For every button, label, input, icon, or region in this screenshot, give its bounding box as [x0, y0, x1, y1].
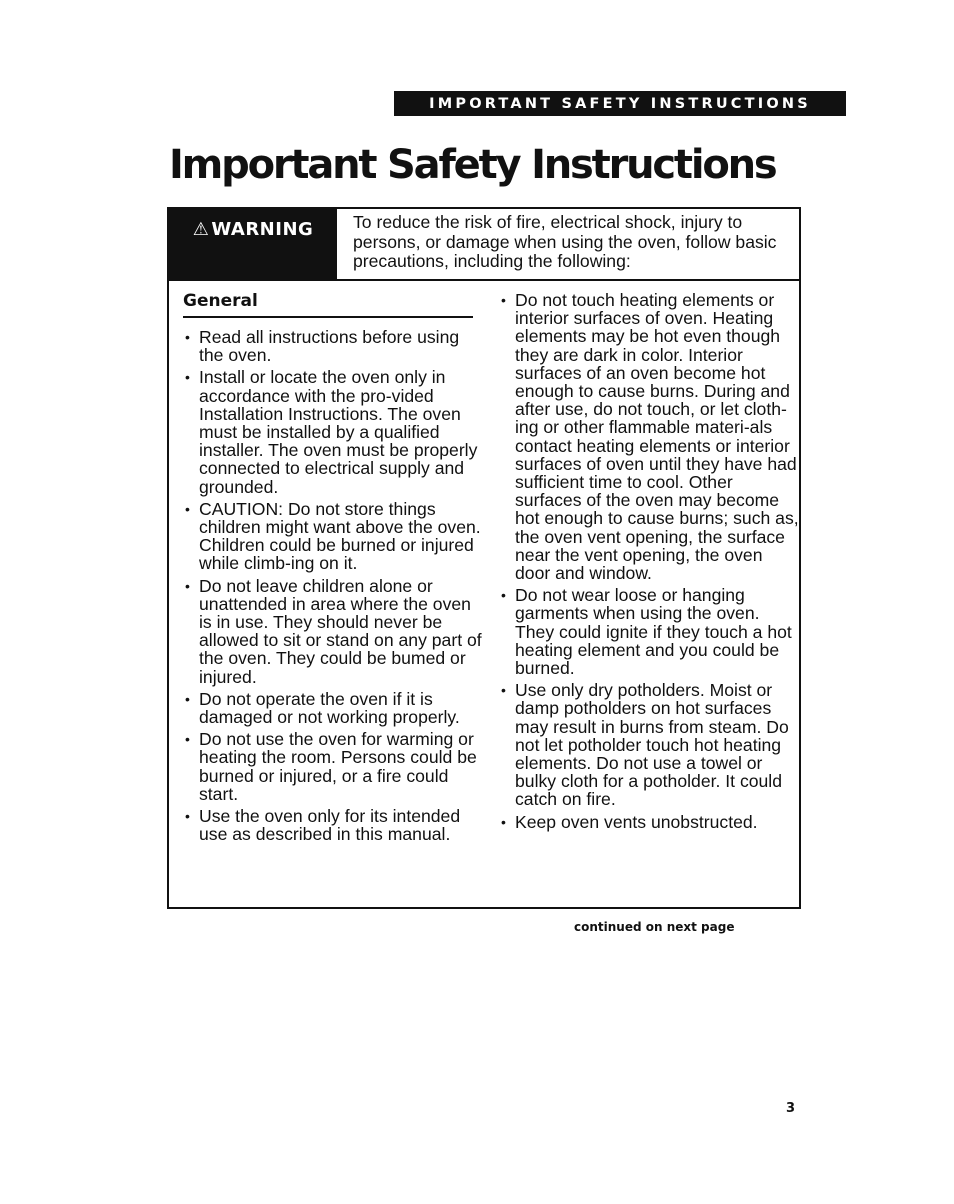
- list-item: [183, 500, 483, 573]
- list-item: [183, 690, 483, 726]
- bullet-icon: •: [501, 587, 506, 604]
- warning-text: To reduce the risk of fire, electrical shock, injury to persons, or damage when using the oven, follow basic precautions, including the following:: [353, 212, 777, 271]
- bullet-icon: •: [185, 577, 190, 594]
- continued-note: continued on next page: [574, 920, 735, 934]
- list-item: [499, 586, 799, 677]
- warning-label-text: WARNING: [211, 219, 314, 240]
- list-item: [183, 328, 483, 364]
- list-item-text: Do not operate the oven if it is damaged or not working properly.: [199, 688, 460, 728]
- list-item: [183, 730, 483, 803]
- list-item-text: Use the oven only for its intended use as described in this manual.: [199, 806, 461, 845]
- list-item-text: Do not wear loose or hanging garments when using the oven. They could ignite if they touch a hot heating element and you could be burned.: [515, 585, 792, 679]
- list-item-text: Install or locate the oven only in accordance with the pro-vided Installation Instructions. The oven must be installed by a qualified installer. The oven must be properly connected to electrical supply and grounded.: [199, 367, 478, 497]
- list-item-text: Do not leave children alone or unattended in area where the oven is in use. They should never be allowed to sit or stand on any part of the oven. They could be bumed or injured.: [199, 575, 482, 687]
- general-list: [183, 328, 483, 843]
- list-item-text: Read all instructions before using the oven.: [199, 327, 460, 366]
- bullet-icon: •: [501, 682, 506, 699]
- general-column: [183, 291, 483, 847]
- bullet-icon: •: [185, 329, 190, 345]
- list-item-text: Use only dry potholders. Moist or damp potholders on hot surfaces may result in burns from steam. Do not let potholder touch hot heating elements. Do not use a towel or bulky cloth for a potholder. It could catch on fire.: [515, 680, 789, 810]
- section-heading-general: General: [183, 291, 473, 318]
- warning-label: [169, 209, 337, 281]
- running-header: [394, 91, 846, 116]
- list-item-text: Keep oven vents unobstructed.: [515, 811, 758, 832]
- bullet-icon: •: [185, 731, 190, 748]
- list-item: [183, 368, 483, 495]
- bullet-icon: •: [501, 292, 506, 308]
- list-item-text: CAUTION: Do not store things children might want above the oven. Children could be burned or injured while climb-ing on it.: [199, 498, 481, 574]
- bullet-icon: •: [185, 808, 190, 825]
- bullet-icon: •: [185, 369, 190, 386]
- list-item: [499, 813, 799, 831]
- warning-triangle-icon: ⚠: [192, 219, 210, 240]
- bullet-icon: •: [501, 813, 506, 830]
- running-header-text: IMPORTANT SAFETY INSTRUCTIONS: [429, 95, 811, 112]
- list-item-text: Do not touch heating elements or interior surfaces of oven. Heating elements may be hot even though they are dark in color. Interior surfaces of an oven become hot enough to cause burns. During and after use, do not touch, or let cloth-ing or other flammable materi-als contact heating elements or interior surfaces of oven until they have had sufficient time to cool. Other surfaces of the oven may become hot enough to cause burns; such as, the oven vent opening, the surface near the vent opening, the oven door and window.: [515, 290, 799, 584]
- page-title: Important Safety Instructions: [169, 142, 776, 188]
- safety-box: [167, 207, 801, 909]
- warning-divider: [169, 279, 799, 281]
- bullet-icon: •: [185, 690, 190, 707]
- right-list: [499, 291, 799, 831]
- list-item: [183, 577, 483, 686]
- right-column: [499, 291, 799, 835]
- list-item: [499, 291, 799, 582]
- list-item-text: Do not use the oven for warming or heating the room. Persons could be burned or injured, or a fire could start.: [199, 729, 477, 804]
- bullet-icon: •: [185, 500, 190, 517]
- list-item: [183, 807, 483, 843]
- page-number: 3: [786, 1101, 796, 1116]
- list-item: [499, 681, 799, 808]
